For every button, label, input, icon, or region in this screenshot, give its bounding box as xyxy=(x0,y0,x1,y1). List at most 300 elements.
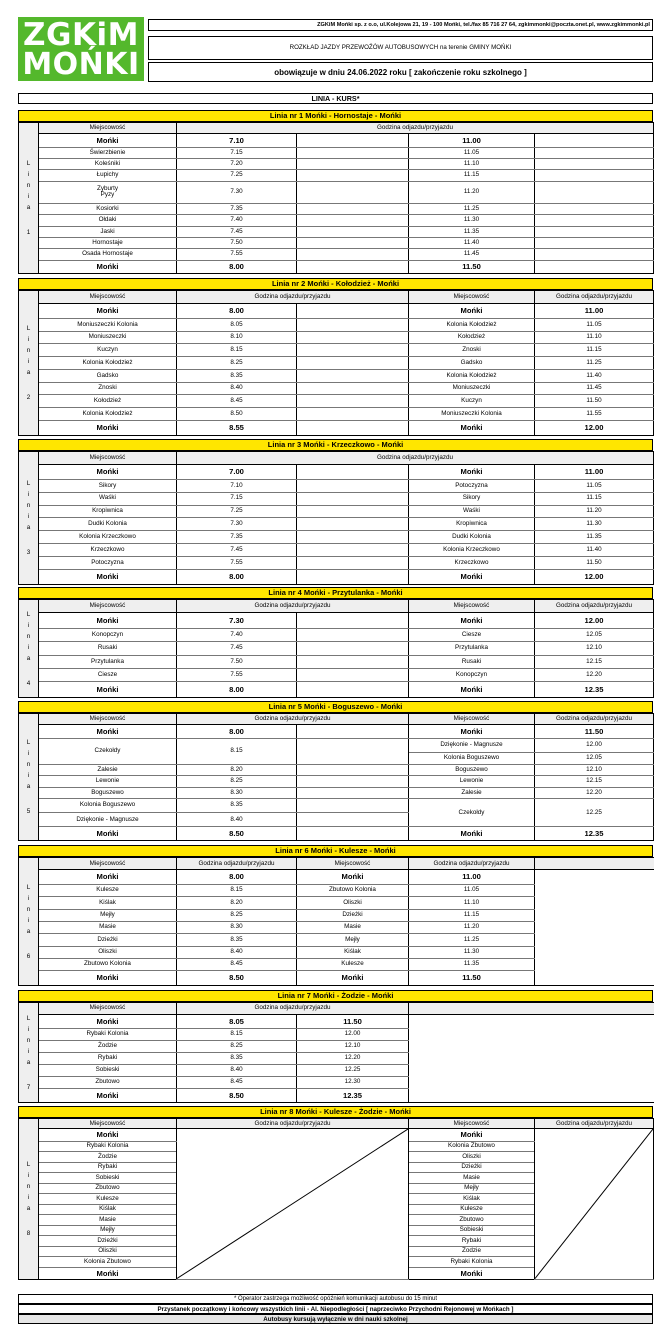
header-time: Godzina odjazdu/przyjazdu xyxy=(535,291,654,304)
departure-time: 8.35 xyxy=(177,934,297,946)
place-name: Kulesze xyxy=(39,884,177,896)
departure-time: 7.45 xyxy=(177,543,297,556)
departure-time: 8.20 xyxy=(177,764,297,775)
return-time: 11.45 xyxy=(409,249,535,260)
header-time: Godzina odjazdu/przyjazdu xyxy=(177,1119,409,1129)
side-label-char: i xyxy=(27,1194,30,1201)
return-time: 11.15 xyxy=(409,909,535,921)
header-time: Godzina odjazdu/przyjazdu xyxy=(177,291,409,304)
blank-cell xyxy=(535,921,654,933)
departure-time: 7.50 xyxy=(177,655,297,668)
place-name: Rusaki xyxy=(409,655,535,668)
empty-cell xyxy=(297,556,409,569)
empty-cell xyxy=(297,798,409,812)
return-time: 12.15 xyxy=(535,776,654,787)
place-name: Dziękonie - Magnusze xyxy=(39,813,177,827)
header-place: Miejscowość xyxy=(39,858,177,870)
empty-cell xyxy=(297,303,409,318)
empty-cell xyxy=(297,147,409,158)
return-time: 11.40 xyxy=(535,543,654,556)
header-place: Miejscowość xyxy=(39,291,177,304)
side-label-char: 3 xyxy=(26,549,31,556)
document-subtitle: ROZKŁAD JAZDY PRZEWOŹÓW AUTOBUSOWYCH na terenie GMINY MOŃKI xyxy=(148,36,653,60)
place-name: Kulesze xyxy=(409,1204,535,1214)
line-8-side-label xyxy=(19,1119,39,1280)
place-name: Kolonia Krzeczkowo xyxy=(39,531,177,544)
departure-time: 8.20 xyxy=(177,897,297,909)
place-name: Potoczyzna xyxy=(409,479,535,492)
empty-cell xyxy=(535,181,654,203)
place-name: Kuczyn xyxy=(409,395,535,408)
place-name: Zbutowo xyxy=(409,1215,535,1225)
return-time: 12.10 xyxy=(535,764,654,775)
return-time: 12.20 xyxy=(535,787,654,798)
place-name: Boguszewo xyxy=(409,764,535,775)
departure-time: 8.05 xyxy=(177,1014,297,1028)
side-label-char: L xyxy=(26,883,31,891)
side-label-char: i xyxy=(27,916,30,924)
return-time: 12.30 xyxy=(297,1076,409,1088)
departure-time: 8.00 xyxy=(177,725,297,738)
side-label-char: n xyxy=(26,1036,31,1044)
table-row xyxy=(19,628,654,641)
place-name: Jaski xyxy=(39,226,177,237)
place-name: Dzieżki xyxy=(39,1236,177,1246)
place-name: Rybaki xyxy=(409,1236,535,1246)
no-service-cell xyxy=(535,1129,654,1280)
table-row xyxy=(19,543,654,556)
departure-time: 7.55 xyxy=(177,556,297,569)
place-name: Waśki xyxy=(409,505,535,518)
side-label-char: i xyxy=(27,1172,30,1179)
side-label-char: L xyxy=(26,160,31,167)
return-time: 11.20 xyxy=(409,921,535,933)
place-name: Sobieski xyxy=(39,1064,177,1076)
departure-time: 8.25 xyxy=(177,357,297,370)
table-row xyxy=(19,787,654,798)
table-row xyxy=(19,569,654,584)
place-name: Ciesze xyxy=(409,628,535,641)
table-row xyxy=(19,642,654,655)
side-label-char: 2 xyxy=(26,394,31,401)
departure-time: 7.55 xyxy=(177,249,297,260)
place-name: Rybaki xyxy=(39,1052,177,1064)
departure-time: 8.55 xyxy=(177,420,297,435)
departure-time: 8.40 xyxy=(177,946,297,958)
table-row xyxy=(19,827,654,841)
place-name: Mońki xyxy=(39,827,177,841)
place-name: Kolonia Boguszewo xyxy=(409,753,535,764)
return-time: 12.35 xyxy=(535,682,654,698)
header-time: Godzina odjazdu/przyjazdu xyxy=(535,1119,654,1129)
header-place: Miejscowość xyxy=(39,1119,177,1129)
departure-time: 8.40 xyxy=(177,813,297,827)
empty-cell xyxy=(297,776,409,787)
side-label-char: a xyxy=(26,369,31,376)
departure-time: 8.00 xyxy=(177,569,297,584)
empty-cell xyxy=(297,682,409,698)
departure-time: 8.50 xyxy=(177,827,297,841)
empty-cell xyxy=(297,420,409,435)
side-label-char: i xyxy=(27,1025,30,1033)
table-row xyxy=(19,344,654,357)
side-label-char: n xyxy=(26,761,31,768)
empty-cell xyxy=(535,249,654,260)
side-label-char: i xyxy=(27,358,30,365)
line-1-side-label xyxy=(19,123,39,274)
side-label-char: i xyxy=(27,894,30,902)
empty-cell xyxy=(535,134,654,147)
table-row xyxy=(19,1029,654,1041)
place-name: Kosiorki xyxy=(39,203,177,214)
place-name: Osada Hornostaje xyxy=(39,249,177,260)
side-label-char: i xyxy=(27,750,30,757)
departure-time: 8.15 xyxy=(177,884,297,896)
header-place: Miejscowość xyxy=(409,714,535,725)
place-name: Kolonia Zbutowo xyxy=(409,1141,535,1151)
header-place: Miejscowość xyxy=(39,600,177,613)
place-name: Mońki xyxy=(409,682,535,698)
departure-time: 7.35 xyxy=(177,203,297,214)
return-time: 11.50 xyxy=(297,1014,409,1028)
departure-time: 8.15 xyxy=(177,1029,297,1041)
departure-time: 7.45 xyxy=(177,226,297,237)
return-time: 11.25 xyxy=(409,203,535,214)
departure-time: 8.45 xyxy=(177,1076,297,1088)
place-name: Masie xyxy=(39,1215,177,1225)
empty-cell xyxy=(297,237,409,248)
blank-cell xyxy=(535,870,654,885)
return-time: 12.15 xyxy=(535,655,654,668)
no-service-cell xyxy=(177,1129,409,1280)
return-time: 12.20 xyxy=(535,668,654,681)
table-row xyxy=(19,369,654,382)
return-time: 12.10 xyxy=(297,1040,409,1052)
place-name: Kuczyn xyxy=(39,344,177,357)
table-row xyxy=(19,1076,654,1088)
place-name: Mońki xyxy=(409,1129,535,1141)
table-row xyxy=(19,260,654,273)
side-label-char: n xyxy=(26,632,31,640)
place-name: Moniuszeczki xyxy=(409,382,535,395)
blank-cell xyxy=(409,1088,654,1102)
empty-cell xyxy=(297,518,409,531)
side-label-char: i xyxy=(27,772,30,779)
place-name: Łupichy xyxy=(39,170,177,181)
departure-time: 7.25 xyxy=(177,170,297,181)
departure-time: 8.35 xyxy=(177,1052,297,1064)
place-name: Krzeczkowo xyxy=(409,556,535,569)
table-row xyxy=(19,357,654,370)
table-row xyxy=(19,147,654,158)
return-time: 12.00 xyxy=(535,613,654,629)
return-time: 11.40 xyxy=(535,369,654,382)
place-name: Mońki xyxy=(409,1267,535,1279)
side-label-char: a xyxy=(26,1205,31,1212)
place-name: Żodzie xyxy=(409,1246,535,1256)
departure-time: 8.25 xyxy=(177,1040,297,1052)
header-time: Godzina odjazdu/przyjazdu xyxy=(177,600,409,613)
header-time: Godzina odjazdu/przyjazdu xyxy=(177,858,297,870)
table-row xyxy=(19,958,654,970)
side-label-char: L xyxy=(26,610,31,618)
line-3-side-label xyxy=(19,452,39,585)
place-name: Zalesie xyxy=(39,764,177,775)
return-time: 11.05 xyxy=(535,318,654,331)
table-row xyxy=(19,518,654,531)
side-label-char: n xyxy=(26,905,31,913)
side-label-char: 5 xyxy=(26,808,31,815)
return-time: 12.20 xyxy=(297,1052,409,1064)
header-time: Godzina odjazdu/przyjazdu xyxy=(409,858,535,870)
line-5-schedule xyxy=(18,713,653,841)
table-title: LINIA - KURS* xyxy=(18,93,653,104)
blank-cell xyxy=(409,1014,654,1028)
header-place: Miejscowość xyxy=(39,714,177,725)
place-name: Mońki xyxy=(409,464,535,479)
empty-cell xyxy=(297,159,409,170)
table-row xyxy=(19,655,654,668)
place-name: Mońki xyxy=(409,613,535,629)
departure-time: 8.35 xyxy=(177,369,297,382)
place-name: Rybaki Kolonia xyxy=(409,1257,535,1267)
blank-cell xyxy=(409,1076,654,1088)
table-row xyxy=(19,909,654,921)
place-name: Kolonia Kołodzież xyxy=(39,357,177,370)
place-name: Mońki xyxy=(39,870,177,885)
place-name: Mońki xyxy=(409,725,535,738)
return-time: 11.25 xyxy=(409,934,535,946)
table-row xyxy=(19,798,654,812)
place-name: Mońki xyxy=(39,613,177,629)
departure-time: 7.30 xyxy=(177,518,297,531)
return-time: 12.05 xyxy=(535,753,654,764)
return-time: 11.30 xyxy=(409,215,535,226)
departure-time: 8.40 xyxy=(177,1064,297,1076)
empty-cell xyxy=(535,226,654,237)
place-name: Kiślak xyxy=(409,1194,535,1204)
departure-time: 8.50 xyxy=(177,971,297,986)
empty-cell xyxy=(297,408,409,421)
return-time: 11.35 xyxy=(535,531,654,544)
table-row xyxy=(19,1040,654,1052)
return-time: 12.00 xyxy=(297,1029,409,1041)
line-2-schedule xyxy=(18,290,653,436)
place-name: Czekołdy xyxy=(409,798,535,827)
place-name: Gadsko xyxy=(39,369,177,382)
departure-time: 7.45 xyxy=(177,642,297,655)
departure-time: 8.50 xyxy=(177,408,297,421)
place-name: Znoski xyxy=(409,344,535,357)
place-name: Rusaki xyxy=(39,642,177,655)
place-name: Kiślak xyxy=(39,1204,177,1214)
footer-days: Autobusy kursują wyłącznie w dni nauki szkolnej xyxy=(18,1314,653,1324)
table-row xyxy=(19,382,654,395)
place-name: Dudki Kolonia xyxy=(409,531,535,544)
table-row xyxy=(19,203,654,214)
place-name: Mejły xyxy=(409,1183,535,1193)
blank-cell xyxy=(535,909,654,921)
place-name: Hornostaje xyxy=(39,237,177,248)
empty-cell xyxy=(535,159,654,170)
departure-time: 7.15 xyxy=(177,492,297,505)
place-name: Oliszki xyxy=(297,897,409,909)
place-name: Ołdaki xyxy=(39,215,177,226)
line-7-schedule xyxy=(18,1002,653,1103)
line-6-side-label xyxy=(19,858,39,986)
return-time: 11.40 xyxy=(409,237,535,248)
empty-cell xyxy=(297,827,409,841)
place-name: Kolonia Kołodzież xyxy=(39,408,177,421)
place-name: Kołodzież xyxy=(409,331,535,344)
place-name: Rybaki Kolonia xyxy=(39,1029,177,1041)
place-name: Masie xyxy=(409,1173,535,1183)
place-name: Kołodzież xyxy=(39,395,177,408)
place-name: Kiślak xyxy=(297,946,409,958)
place-name: Potoczyzna xyxy=(39,556,177,569)
departure-time: 8.05 xyxy=(177,318,297,331)
table-row xyxy=(19,303,654,318)
empty-cell xyxy=(297,395,409,408)
line-4-title: Linia nr 4 Mońki - Przytulanka - Mońki xyxy=(18,587,653,599)
departure-time: 8.25 xyxy=(177,909,297,921)
place-name: Kolonia Zbutowo xyxy=(39,1257,177,1267)
table-row xyxy=(19,531,654,544)
side-label-char: a xyxy=(26,654,31,662)
return-time: 11.00 xyxy=(409,134,535,147)
place-name: Kolonia Kołodzież xyxy=(409,318,535,331)
return-time: 11.30 xyxy=(409,946,535,958)
side-label-char: i xyxy=(27,336,30,343)
empty-cell xyxy=(297,813,409,827)
empty-cell xyxy=(297,642,409,655)
company-contact: ZGKiM Mońki sp. z o.o, ul.Kolejowa 21, 19 - 100 Mońki, tel./fax 85 716 27 64, zgkimmonki@poczta.onet.pl, www.zgkimmonki.pl xyxy=(148,19,653,31)
place-name: Przytulanka xyxy=(409,642,535,655)
departure-time: 8.00 xyxy=(177,260,297,273)
table-row xyxy=(19,764,654,775)
header-place: Miejscowość xyxy=(39,452,177,465)
place-name: Mońki xyxy=(409,420,535,435)
line-4-side-label xyxy=(19,600,39,698)
return-time: 11.50 xyxy=(409,260,535,273)
table-row xyxy=(19,946,654,958)
blank-cell xyxy=(409,1003,654,1015)
place-name: Mońki xyxy=(409,303,535,318)
line-4-schedule xyxy=(18,599,653,698)
side-label-char: i xyxy=(27,621,30,629)
place-name: Masie xyxy=(39,921,177,933)
line-2-title: Linia nr 2 Mońki - Kołodzież - Mońki xyxy=(18,278,653,290)
side-label-char: i xyxy=(27,193,30,200)
side-label-char: a xyxy=(26,524,31,531)
empty-cell xyxy=(535,237,654,248)
place-name: Dzieżki xyxy=(409,1162,535,1172)
place-name: Rybaki Kolonia xyxy=(39,1141,177,1151)
empty-cell xyxy=(297,181,409,203)
departure-time: 8.15 xyxy=(177,344,297,357)
return-time: 11.00 xyxy=(409,870,535,885)
empty-cell xyxy=(297,260,409,273)
empty-cell xyxy=(297,764,409,775)
line-7-title: Linia nr 7 Mońki - Żodzie - Mońki xyxy=(18,990,653,1002)
table-row xyxy=(19,884,654,896)
side-label-char: L xyxy=(26,1014,31,1022)
table-row xyxy=(19,682,654,698)
departure-time: 7.55 xyxy=(177,668,297,681)
departure-time: 8.00 xyxy=(177,303,297,318)
table-row xyxy=(19,870,654,885)
place-name: Mejły xyxy=(297,934,409,946)
place-name: Dudki Kolonia xyxy=(39,518,177,531)
side-label-char: n xyxy=(26,182,31,189)
logo-line-2: MOŃKI xyxy=(22,47,140,82)
empty-cell xyxy=(297,382,409,395)
table-row xyxy=(19,1088,654,1102)
side-label-char: L xyxy=(26,739,31,746)
side-label-char: a xyxy=(26,927,31,935)
place-name: Mońki xyxy=(39,134,177,147)
place-name: Kropiwnica xyxy=(39,505,177,518)
departure-time: 7.30 xyxy=(177,181,297,203)
departure-time: 7.40 xyxy=(177,215,297,226)
table-row xyxy=(19,613,654,629)
departure-time: 7.35 xyxy=(177,531,297,544)
table-row xyxy=(19,226,654,237)
side-label-char: a xyxy=(26,204,31,211)
table-row xyxy=(19,971,654,986)
return-time: 11.50 xyxy=(535,725,654,738)
table-row xyxy=(19,1064,654,1076)
side-label-char: i xyxy=(27,491,30,498)
table-row xyxy=(19,1052,654,1064)
empty-cell xyxy=(297,134,409,147)
empty-cell xyxy=(297,249,409,260)
empty-cell xyxy=(297,787,409,798)
side-label-char: i xyxy=(27,643,30,651)
place-name: Oliszki xyxy=(409,1152,535,1162)
place-name: Boguszewo xyxy=(39,787,177,798)
blank-cell xyxy=(535,946,654,958)
departure-time: 8.00 xyxy=(177,870,297,885)
place-name: Oliszki xyxy=(39,1246,177,1256)
place-name: Waśki xyxy=(39,492,177,505)
table-row xyxy=(19,1129,654,1141)
place-name: Mońki xyxy=(39,1129,177,1141)
empty-cell xyxy=(297,331,409,344)
place-name: Mońki xyxy=(39,260,177,273)
table-row xyxy=(19,921,654,933)
place-name: Zbutowo Kolonia xyxy=(39,958,177,970)
place-name: Mońki xyxy=(39,971,177,986)
place-name: Żodzie xyxy=(39,1040,177,1052)
return-time: 12.00 xyxy=(535,738,654,752)
return-time: 12.00 xyxy=(535,420,654,435)
blank-cell xyxy=(535,934,654,946)
diagonal-strike xyxy=(535,1129,653,1279)
departure-time: 8.00 xyxy=(177,682,297,698)
place-name: Mońki xyxy=(39,1267,177,1279)
return-time: 11.15 xyxy=(409,170,535,181)
line-2-side-label xyxy=(19,291,39,436)
line-5-title: Linia nr 5 Mońki - Boguszewo - Mońki xyxy=(18,701,653,713)
departure-time: 7.00 xyxy=(177,464,297,479)
place-name: Mejły xyxy=(39,1225,177,1235)
departure-time: 8.10 xyxy=(177,331,297,344)
blank-cell xyxy=(409,1040,654,1052)
header-time: Godzina odjazdu/przyjazdu xyxy=(177,1003,409,1015)
place-name: Zbutowo xyxy=(39,1076,177,1088)
return-time: 11.10 xyxy=(409,897,535,909)
